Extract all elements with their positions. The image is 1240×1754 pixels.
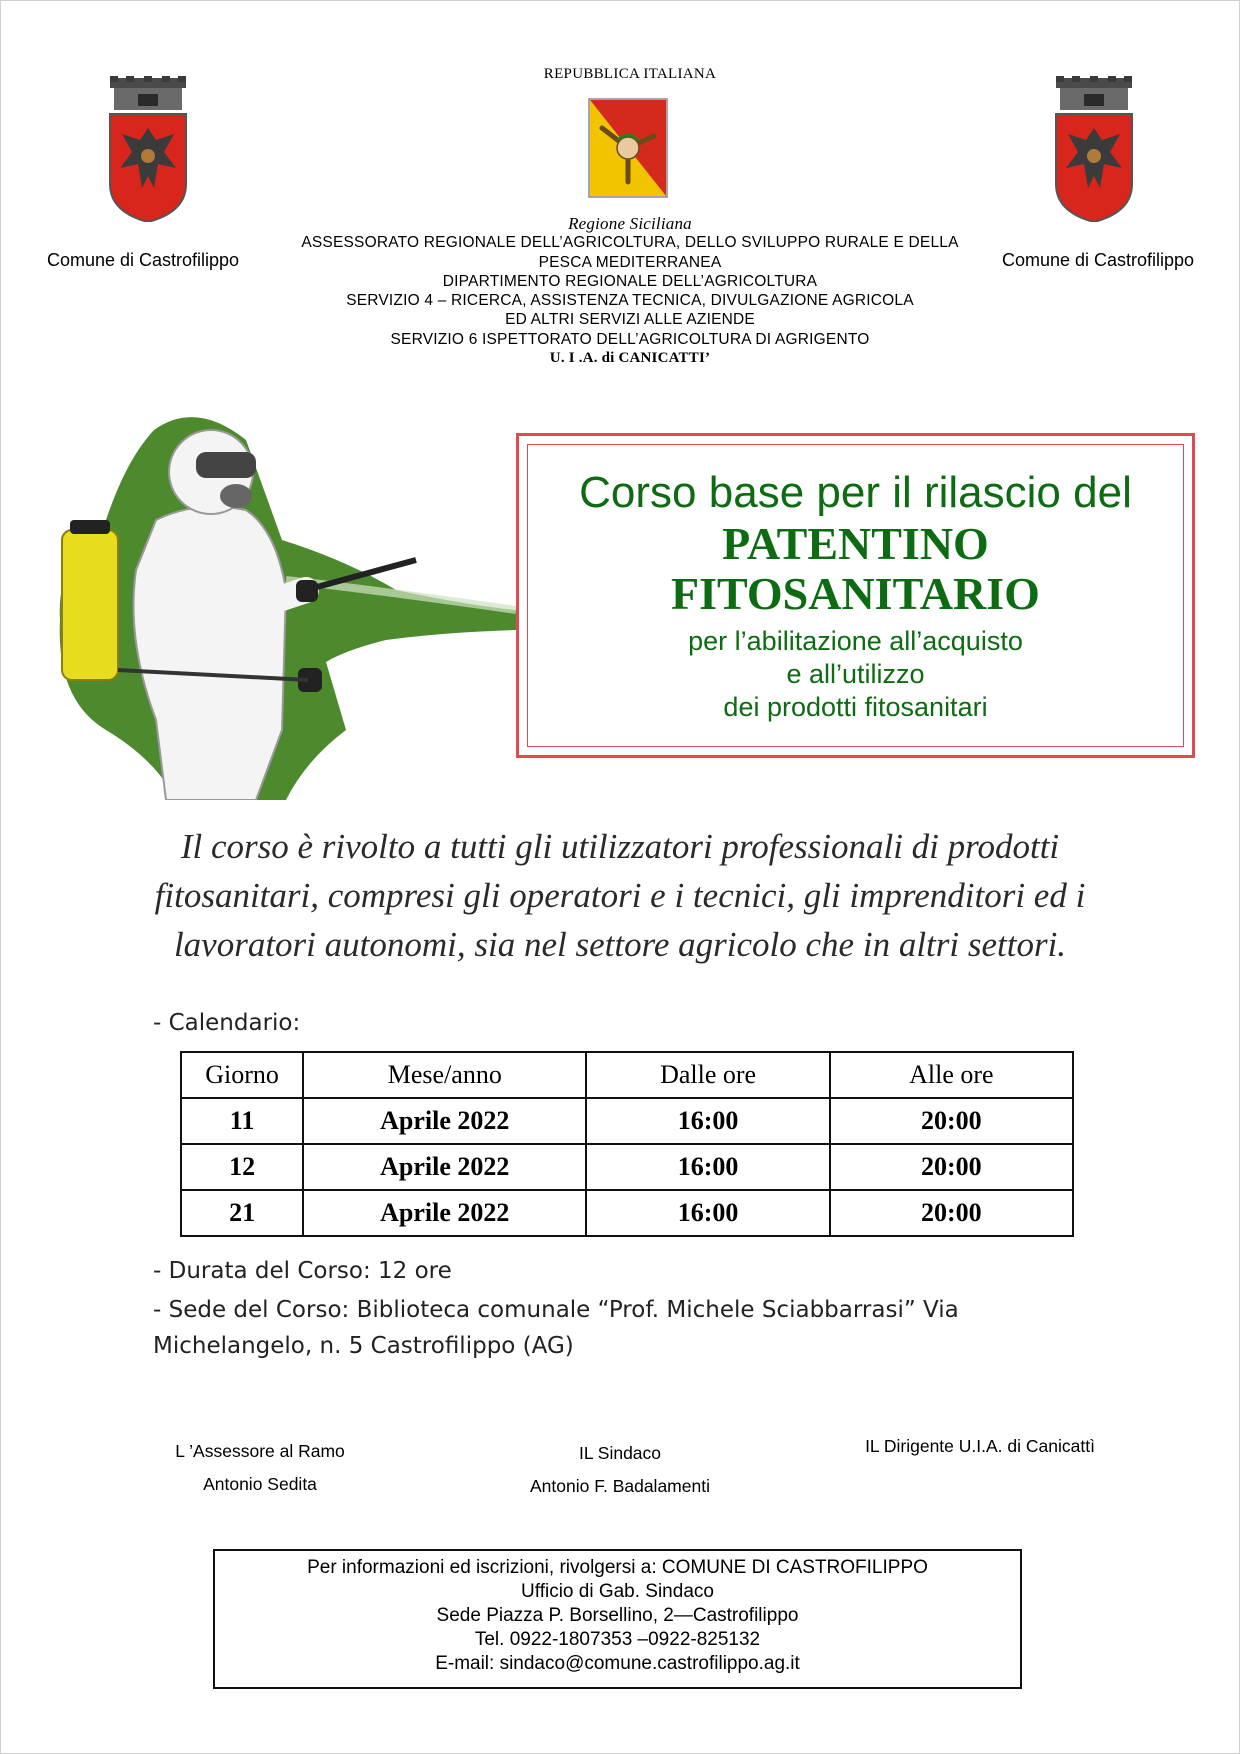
course-subtitle-line1: per l’abilitazione all’acquisto [688, 626, 1023, 656]
course-subtitle-line2: e all’utilizzo [786, 659, 925, 689]
table-row [181, 1144, 1073, 1190]
header-line: ASSESSORATO REGIONALE DELL’AGRICOLTURA, DELLO SVILUPPO RURALE E DELLA [301, 234, 959, 252]
uia-label: U. I .A. di CANICATTI’ [549, 350, 711, 367]
course-title-inner [527, 444, 1184, 747]
info-line: Tel. 0922-1807353 –0922-825132 [474, 1629, 761, 1650]
header-line: PESCA MEDITERRANEA [538, 253, 722, 271]
castrofilippo-crest-icon [1050, 76, 1138, 222]
column-header: Giorno [181, 1052, 303, 1098]
table-cell: 20:00 [830, 1144, 1073, 1190]
intro-line: Il corso è rivolto a tutti gli utilizzatori professionali di prodotti [180, 827, 1060, 866]
table-cell: 20:00 [830, 1098, 1073, 1144]
table-header-row [181, 1052, 1073, 1098]
comune-label-right: Comune di Castrofilippo [1001, 250, 1195, 270]
comune-label-left: Comune di Castrofilippo [46, 250, 240, 270]
info-line: Sede Piazza P. Borsellino, 2—Castrofilippo [436, 1605, 799, 1626]
table-row [181, 1098, 1073, 1144]
table-cell: 16:00 [586, 1190, 829, 1236]
info-box [213, 1549, 1022, 1689]
signature-assessore [140, 1441, 380, 1495]
info-line: Per informazioni ed iscrizioni, rivolgersi a: COMUNE DI CASTROFILIPPO [307, 1557, 928, 1578]
table-cell: 20:00 [830, 1190, 1073, 1236]
course-duration: - Durata del Corso: 12 ore [153, 1258, 452, 1284]
table-cell: Aprile 2022 [303, 1190, 586, 1236]
castrofilippo-crest-icon [104, 76, 192, 222]
repubblica-heading: REPUBBLICA ITALIANA [543, 66, 717, 82]
intro-line: fitosanitari, compresi gli operatori e i tecnici, gli imprenditori ed i [154, 876, 1086, 915]
table-cell: 16:00 [586, 1098, 829, 1144]
table-cell: 11 [181, 1098, 303, 1144]
column-header: Dalle ore [586, 1052, 829, 1098]
course-title-line1: Corso base per il rilascio del [579, 468, 1132, 517]
info-email: E-mail: sindaco@comune.castrofilippo.ag.it [435, 1653, 800, 1674]
location-line: Michelangelo, n. 5 Castrofilippo (AG) [153, 1333, 574, 1359]
info-line: Ufficio di Gab. Sindaco [521, 1581, 714, 1602]
regione-label: Regione Siciliana [568, 214, 692, 233]
table-cell: 21 [181, 1190, 303, 1236]
course-title-patentino: PATENTINO [722, 518, 989, 569]
sicily-trinacria-icon [588, 98, 668, 198]
column-header: Mese/anno [303, 1052, 586, 1098]
header-line: SERVIZIO 6 ISPETTORATO DELL’AGRICOLTURA DI AGRIGENTO [390, 330, 870, 348]
calendar-table [180, 1051, 1074, 1237]
course-subtitle-line3: dei prodotti fitosanitari [723, 692, 988, 722]
calendar-label: - Calendario: [153, 1010, 301, 1036]
table-row [181, 1190, 1073, 1236]
header-line: SERVIZIO 4 – RICERCA, ASSISTENZA TECNICA, DIVULGAZIONE AGRICOLA [346, 292, 914, 310]
pesticide-sprayer-illustration [46, 400, 516, 800]
signature-name: Antonio F. Badalamenti [530, 1476, 710, 1496]
intro-paragraph [120, 822, 1120, 969]
header-line: DIPARTIMENTO REGIONALE DELL’AGRICOLTURA [442, 272, 818, 290]
course-location [153, 1292, 1033, 1364]
region-header [250, 214, 1010, 368]
table-cell: 16:00 [586, 1144, 829, 1190]
location-line: - Sede del Corso: Biblioteca comunale “Prof. Michele Sciabbarrasi” Via [153, 1297, 959, 1323]
course-title-box [516, 433, 1195, 758]
signature-name: Antonio Sedita [203, 1474, 317, 1494]
table-cell: 12 [181, 1144, 303, 1190]
table-cell: Aprile 2022 [303, 1098, 586, 1144]
table-cell: Aprile 2022 [303, 1144, 586, 1190]
signature-role: IL Dirigente U.I.A. di Canicattì [865, 1436, 1095, 1456]
signature-role: IL Sindaco [578, 1443, 662, 1463]
column-header: Alle ore [830, 1052, 1073, 1098]
course-title-fitosanitario: FITOSANITARIO [671, 568, 1040, 619]
signature-dirigente [840, 1436, 1120, 1457]
signature-sindaco [500, 1443, 740, 1497]
signature-role: L ’Assessore al Ramo [175, 1441, 345, 1461]
header-line: ED ALTRI SERVIZI ALLE AZIENDE [505, 311, 755, 329]
intro-line: lavoratori autonomi, sia nel settore agricolo che in altri settori. [173, 925, 1067, 964]
